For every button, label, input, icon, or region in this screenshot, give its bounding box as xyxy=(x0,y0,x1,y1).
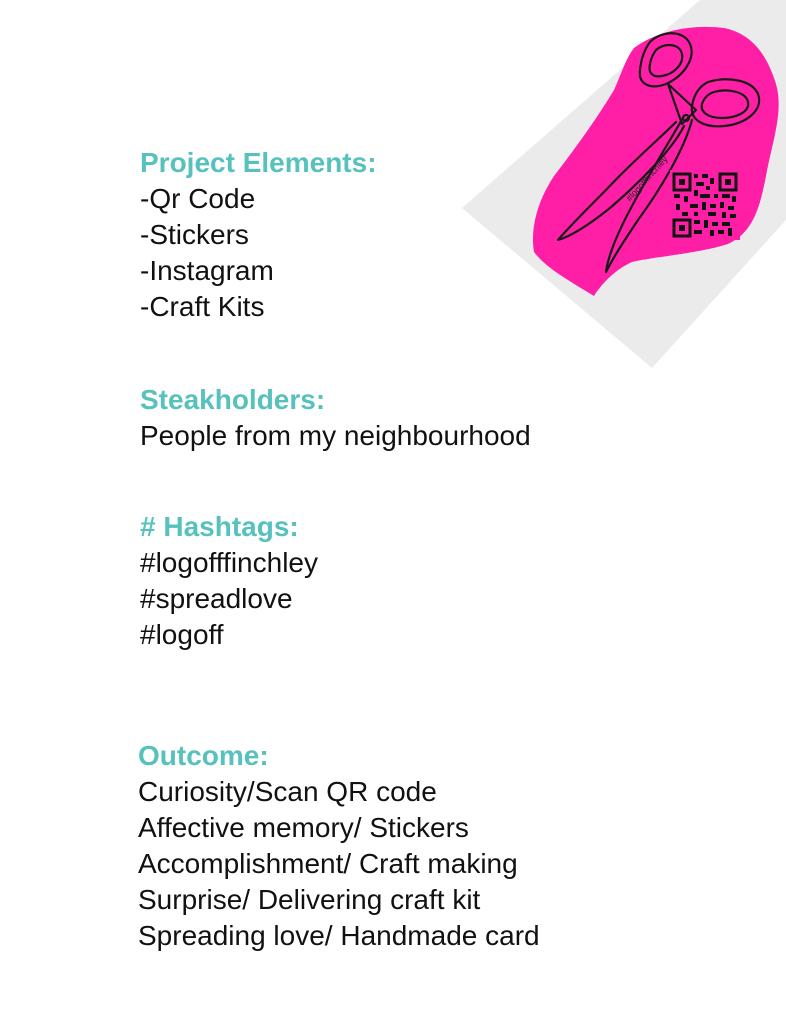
list-item: Accomplishment/ Craft making xyxy=(138,848,518,879)
stakeholders-section xyxy=(140,382,531,454)
list-item: Spreading love/ Handmade card xyxy=(138,920,540,951)
list-item: Affective memory/ Stickers xyxy=(138,812,469,843)
list-item: #logofffinchley xyxy=(140,547,318,578)
scissors-sticker-photo xyxy=(462,0,786,370)
list-item: #spreadlove xyxy=(140,583,293,614)
project-elements-heading: Project Elements: xyxy=(140,147,377,178)
list-item: -Stickers xyxy=(140,219,249,250)
project-elements-section xyxy=(140,145,377,325)
stakeholders-heading: Steakholders: xyxy=(140,384,326,415)
hashtags-section xyxy=(140,509,318,653)
list-item: Curiosity/Scan QR code xyxy=(138,776,437,807)
list-item: -Instagram xyxy=(140,255,274,286)
list-item: Surprise/ Delivering craft kit xyxy=(138,884,481,915)
qr-code xyxy=(670,170,740,240)
outcome-section xyxy=(138,738,540,954)
sticker-hashtag: #logofffinchley xyxy=(624,154,670,204)
list-item: -Craft Kits xyxy=(140,291,265,322)
list-item: People from my neighbourhood xyxy=(140,420,531,451)
list-item: #logoff xyxy=(140,619,224,650)
hashtags-heading: # Hashtags: xyxy=(140,511,299,542)
outcome-heading: Outcome: xyxy=(138,740,269,771)
list-item: -Qr Code xyxy=(140,183,256,214)
